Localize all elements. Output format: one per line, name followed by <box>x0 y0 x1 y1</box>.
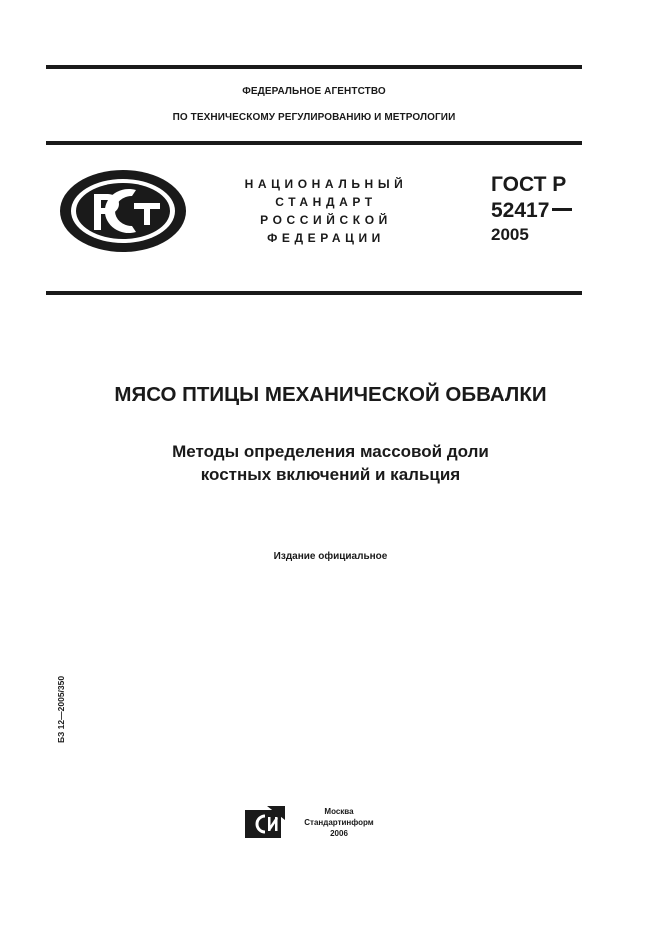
side-catalog-code: БЗ 12—2005/350 <box>56 675 66 743</box>
publisher-info <box>294 806 384 839</box>
national-standard-line: СТАНДАРТ <box>275 195 377 209</box>
gost-designation <box>491 172 572 246</box>
gost-year: 2005 <box>491 225 529 244</box>
document-title: МЯСО ПТИЦЫ МЕХАНИЧЕСКОЙ ОБВАЛКИ <box>114 383 547 406</box>
agency-line-1: ФЕДЕРАЛЬНОЕ АГЕНТСТВО <box>242 86 386 97</box>
publisher-city: Москва <box>324 807 354 816</box>
publisher-name: Стандартинформ <box>304 818 374 827</box>
national-standard-line: НАЦИОНАЛЬНЫЙ <box>244 177 408 191</box>
document-subtitle <box>0 440 661 486</box>
national-standard-line: ФЕДЕРАЦИИ <box>267 231 385 245</box>
national-standard-label <box>236 175 416 247</box>
agency-line-2: ПО ТЕХНИЧЕСКОМУ РЕГУЛИРОВАНИЮ И МЕТРОЛОГИИ <box>172 112 456 123</box>
standartinform-logo-icon <box>245 806 285 838</box>
publisher-year: 2006 <box>330 829 348 838</box>
rst-certification-mark-icon <box>58 168 188 254</box>
gost-number: 52417 <box>491 199 550 222</box>
gost-dash <box>552 208 572 211</box>
top-rule <box>46 65 582 69</box>
section-rule <box>46 291 582 295</box>
official-edition-label: Издание официальное <box>273 551 388 562</box>
subtitle-line-1: Методы определения массовой доли <box>172 442 489 461</box>
subtitle-line-2: костных включений и кальция <box>200 465 461 484</box>
national-standard-line: РОССИЙСКОЙ <box>260 213 392 227</box>
gost-label: ГОСТ Р <box>491 173 567 196</box>
header-rule <box>46 141 582 145</box>
